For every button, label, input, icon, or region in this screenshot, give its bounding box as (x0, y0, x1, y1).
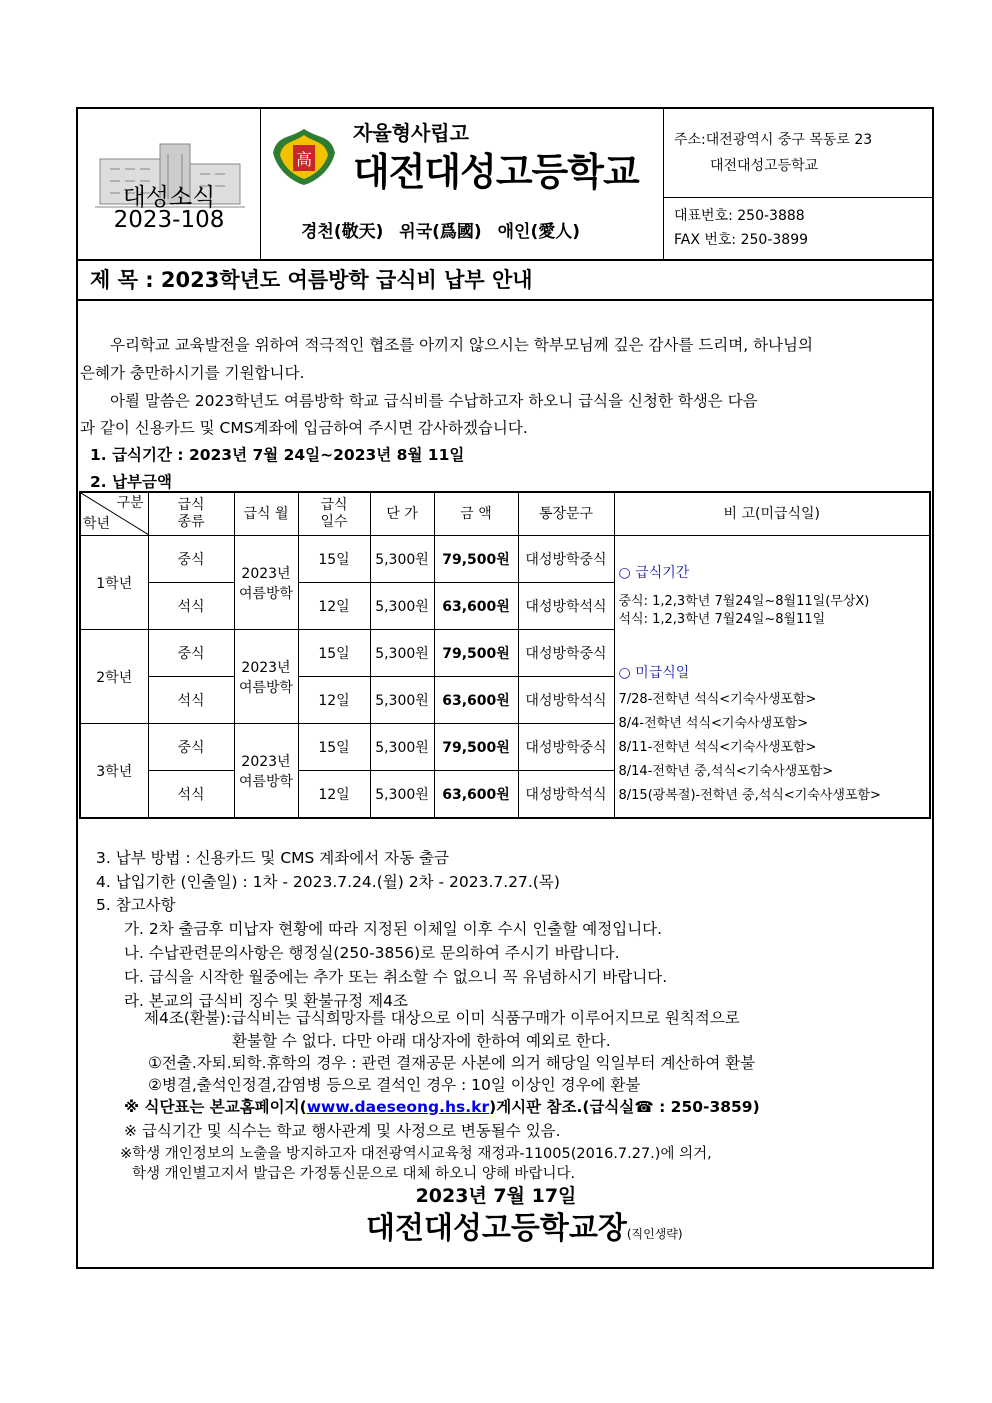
amount-cell: 79,500원 (434, 630, 518, 677)
note-references: 5. 참고사항 (96, 896, 176, 914)
amount-cell: 79,500원 (434, 724, 518, 771)
refund-article: 제4조(환불):급식비는 급식희망자를 대상으로 이미 식품구매가 이루어지므로 원칙적으로 (144, 1009, 740, 1027)
meal-days-cell: 12일 (298, 771, 370, 819)
amount-cell: 63,600원 (434, 583, 518, 630)
meal-days-cell: 15일 (298, 536, 370, 583)
fee-table (79, 491, 931, 819)
newsletter-title: 대성소식 (122, 183, 216, 211)
remarks-no-meal-heading: ○ 미급식일 (618, 665, 690, 681)
table-header-row (80, 492, 930, 536)
meal-days-cell: 15일 (298, 630, 370, 677)
bank-memo-cell: 대성방학석식 (518, 677, 614, 724)
remarks-cell (614, 536, 930, 819)
address-line: 주소:대전광역시 중구 목동로 23 (674, 132, 873, 148)
signer (366, 1203, 683, 1247)
refund-article-cont: 환불할 수 없다. 다만 아래 대상자에 한하여 예외로 한다. (232, 1032, 611, 1050)
school-type: 자율형사립고 (353, 121, 469, 145)
newsletter-box (78, 109, 261, 259)
grade-cell: 1학년 (80, 536, 148, 630)
bank-memo-cell: 대성방학석식 (518, 771, 614, 819)
meal-type-cell: 중식 (148, 536, 234, 583)
intro-paragraph-1a: 우리학교 교육발전을 위하여 적극적인 협조를 아끼지 않으시는 학부모님께 깊은 감사를 드리며, 하나님의 (110, 336, 813, 354)
unit-price-cell: 5,300원 (370, 771, 434, 819)
letterhead (78, 109, 932, 261)
header-meal-month: 급식 월 (234, 492, 298, 536)
intro-paragraph-2b: 과 같이 신용카드 및 CMS계좌에 입금하여 주시면 감사하겠습니다. (80, 419, 528, 437)
remarks-period-lunch: 중식: 1,2,3학년 7월24일~8월11일(무상X) (618, 594, 870, 609)
meal-type-cell: 석식 (148, 771, 234, 819)
corner-header-cell (80, 492, 148, 536)
note-item-ga: 가. 2차 출금후 미납자 현황에 따라 지정된 이체일 이후 수시 인출할 예정입니다. (124, 920, 663, 938)
unit-price-cell: 5,300원 (370, 583, 434, 630)
note-payment-deadline: 4. 납입기한 (인출일) : 1차 - 2023.7.24.(월) 2차 - 2023.7.27.(목) (96, 873, 560, 891)
table-row (80, 536, 930, 583)
bank-memo-cell: 대성방학중식 (518, 536, 614, 583)
refund-case-2: ②병결,출석인정결,감염병 등으로 결석인 경우 : 10일 이상인 경우에 환불 (148, 1076, 641, 1094)
remarks-no-meal-item: 8/11-전학년 석식<기숙사생포함> (618, 740, 817, 755)
address-school: 대전대성고등학교 (710, 158, 819, 174)
meal-type-cell: 중식 (148, 724, 234, 771)
unit-price-cell: 5,300원 (370, 536, 434, 583)
grade-cell: 2학년 (80, 630, 148, 724)
meal-days-cell: 12일 (298, 583, 370, 630)
remarks-period-heading: ○ 급식기간 (618, 565, 690, 581)
remarks-no-meal-item: 7/28-전학년 석식<기숙사생포함> (618, 692, 817, 707)
meal-month-cell: 2023년 여름방학 (234, 536, 298, 630)
school-name: 대전대성고등학교 (353, 150, 639, 194)
meal-month-cell: 2023년 여름방학 (234, 630, 298, 724)
intro-paragraph-1b: 은혜가 충만하시기를 기원합니다. (80, 364, 305, 382)
remarks-no-meal-item: 8/14-전학년 중,석식<기숙사생포함> (618, 764, 834, 779)
header-amount: 금 액 (434, 492, 518, 536)
privacy-notice-1: ※학생 개인정보의 노출을 방지하고자 대전광역시교육청 재정과-11005(2016.7.27.)에 의거, (120, 1146, 712, 1162)
note-item-ra: 라. 본교의 급식비 징수 및 환불규정 제4조 (124, 992, 408, 1010)
refund-case-1: ①전출.자퇴.퇴학.휴학의 경우 : 관련 결재공문 사본에 의거 해당일 익일부터 계산하여 환불 (148, 1054, 756, 1072)
corner-header-bottom: 학년 (83, 516, 111, 532)
section-meal-period: 1. 급식기간 : 2023년 7월 24일~2023년 8월 11일 (90, 446, 465, 464)
remarks-no-meal-item: 8/15(광복절)-전학년 중,석식<기숙사생포함> (618, 788, 881, 803)
school-motto: 경천(敬天) 위국(爲國) 애인(愛人) (301, 222, 580, 242)
meal-days-cell: 15일 (298, 724, 370, 771)
corner-header-top: 구분 (116, 495, 144, 511)
unit-price-cell: 5,300원 (370, 724, 434, 771)
seal-omitted-note: (직인생략) (626, 1227, 683, 1241)
fax-number: FAX 번호: 250-3899 (674, 232, 809, 248)
note-item-da: 다. 급식을 시작한 월중에는 추가 또는 취소할 수 없으니 꼭 유념하시기 바랍니다. (124, 968, 668, 986)
meal-type-cell: 중식 (148, 630, 234, 677)
header-bank-memo: 통장문구 (518, 492, 614, 536)
meal-month-cell: 2023년 여름방학 (234, 724, 298, 819)
school-emblem-icon (269, 125, 339, 187)
header-unit-price: 단 가 (370, 492, 434, 536)
privacy-notice-2: 학생 개인별고지서 발급은 가정통신문으로 대체 하오니 양해 바랍니다. (132, 1166, 576, 1182)
header-meal-type: 급식 종류 (148, 492, 234, 536)
subject-line: 제 목 : 2023학년도 여름방학 급식비 납부 안내 (78, 259, 932, 301)
unit-price-cell: 5,300원 (370, 677, 434, 724)
menu-note (124, 1095, 760, 1117)
phone-number: 대표번호: 250-3888 (674, 208, 805, 224)
change-notice: ※ 급식기간 및 식수는 학교 행사관계 및 사정으로 변동될수 있음. (124, 1122, 561, 1140)
menu-note-prefix: ※ 식단표는 본교홈페이지( (124, 1098, 307, 1116)
menu-note-suffix: )게시판 참조.(급식실☎ : 250-3859) (489, 1098, 760, 1116)
issue-date: 2023년 7월 17일 (415, 1185, 577, 1207)
amount-cell: 63,600원 (434, 677, 518, 724)
bank-memo-cell: 대성방학중식 (518, 630, 614, 677)
svg-text:高: 高 (295, 150, 313, 169)
note-payment-method: 3. 납부 방법 : 신용카드 및 CMS 계좌에서 자동 출금 (96, 849, 449, 867)
school-title-box (261, 109, 664, 259)
header-meal-days: 급식 일수 (298, 492, 370, 536)
bank-memo-cell: 대성방학중식 (518, 724, 614, 771)
meal-type-cell: 석식 (148, 583, 234, 630)
section-payment-amount: 2. 납부금액 (90, 473, 172, 491)
note-item-na: 나. 수납관련문의사항은 행정실(250-3856)로 문의하여 주시기 바랍니다. (124, 944, 620, 962)
contact-box (664, 109, 932, 259)
meal-days-cell: 12일 (298, 677, 370, 724)
homepage-link[interactable]: www.daeseong.hs.kr (306, 1098, 490, 1116)
newsletter-number: 2023-108 (113, 207, 225, 233)
remarks-no-meal-item: 8/4-전학년 석식<기숙사생포함> (618, 716, 809, 731)
meal-type-cell: 석식 (148, 677, 234, 724)
remarks-period-dinner: 석식: 1,2,3학년 7월24일~8월11일 (618, 612, 826, 627)
amount-cell: 63,600원 (434, 771, 518, 819)
intro-paragraph-2a: 아뢸 말씀은 2023학년도 여름방학 학교 급식비를 수납하고자 하오니 급식을 신청한 학생은 다음 (110, 392, 758, 410)
signer-name: 대전대성고등학교장 (366, 1211, 627, 1246)
unit-price-cell: 5,300원 (370, 630, 434, 677)
header-remarks: 비 고(미급식일) (614, 492, 930, 536)
amount-cell: 79,500원 (434, 536, 518, 583)
grade-cell: 3학년 (80, 724, 148, 819)
bank-memo-cell: 대성방학석식 (518, 583, 614, 630)
